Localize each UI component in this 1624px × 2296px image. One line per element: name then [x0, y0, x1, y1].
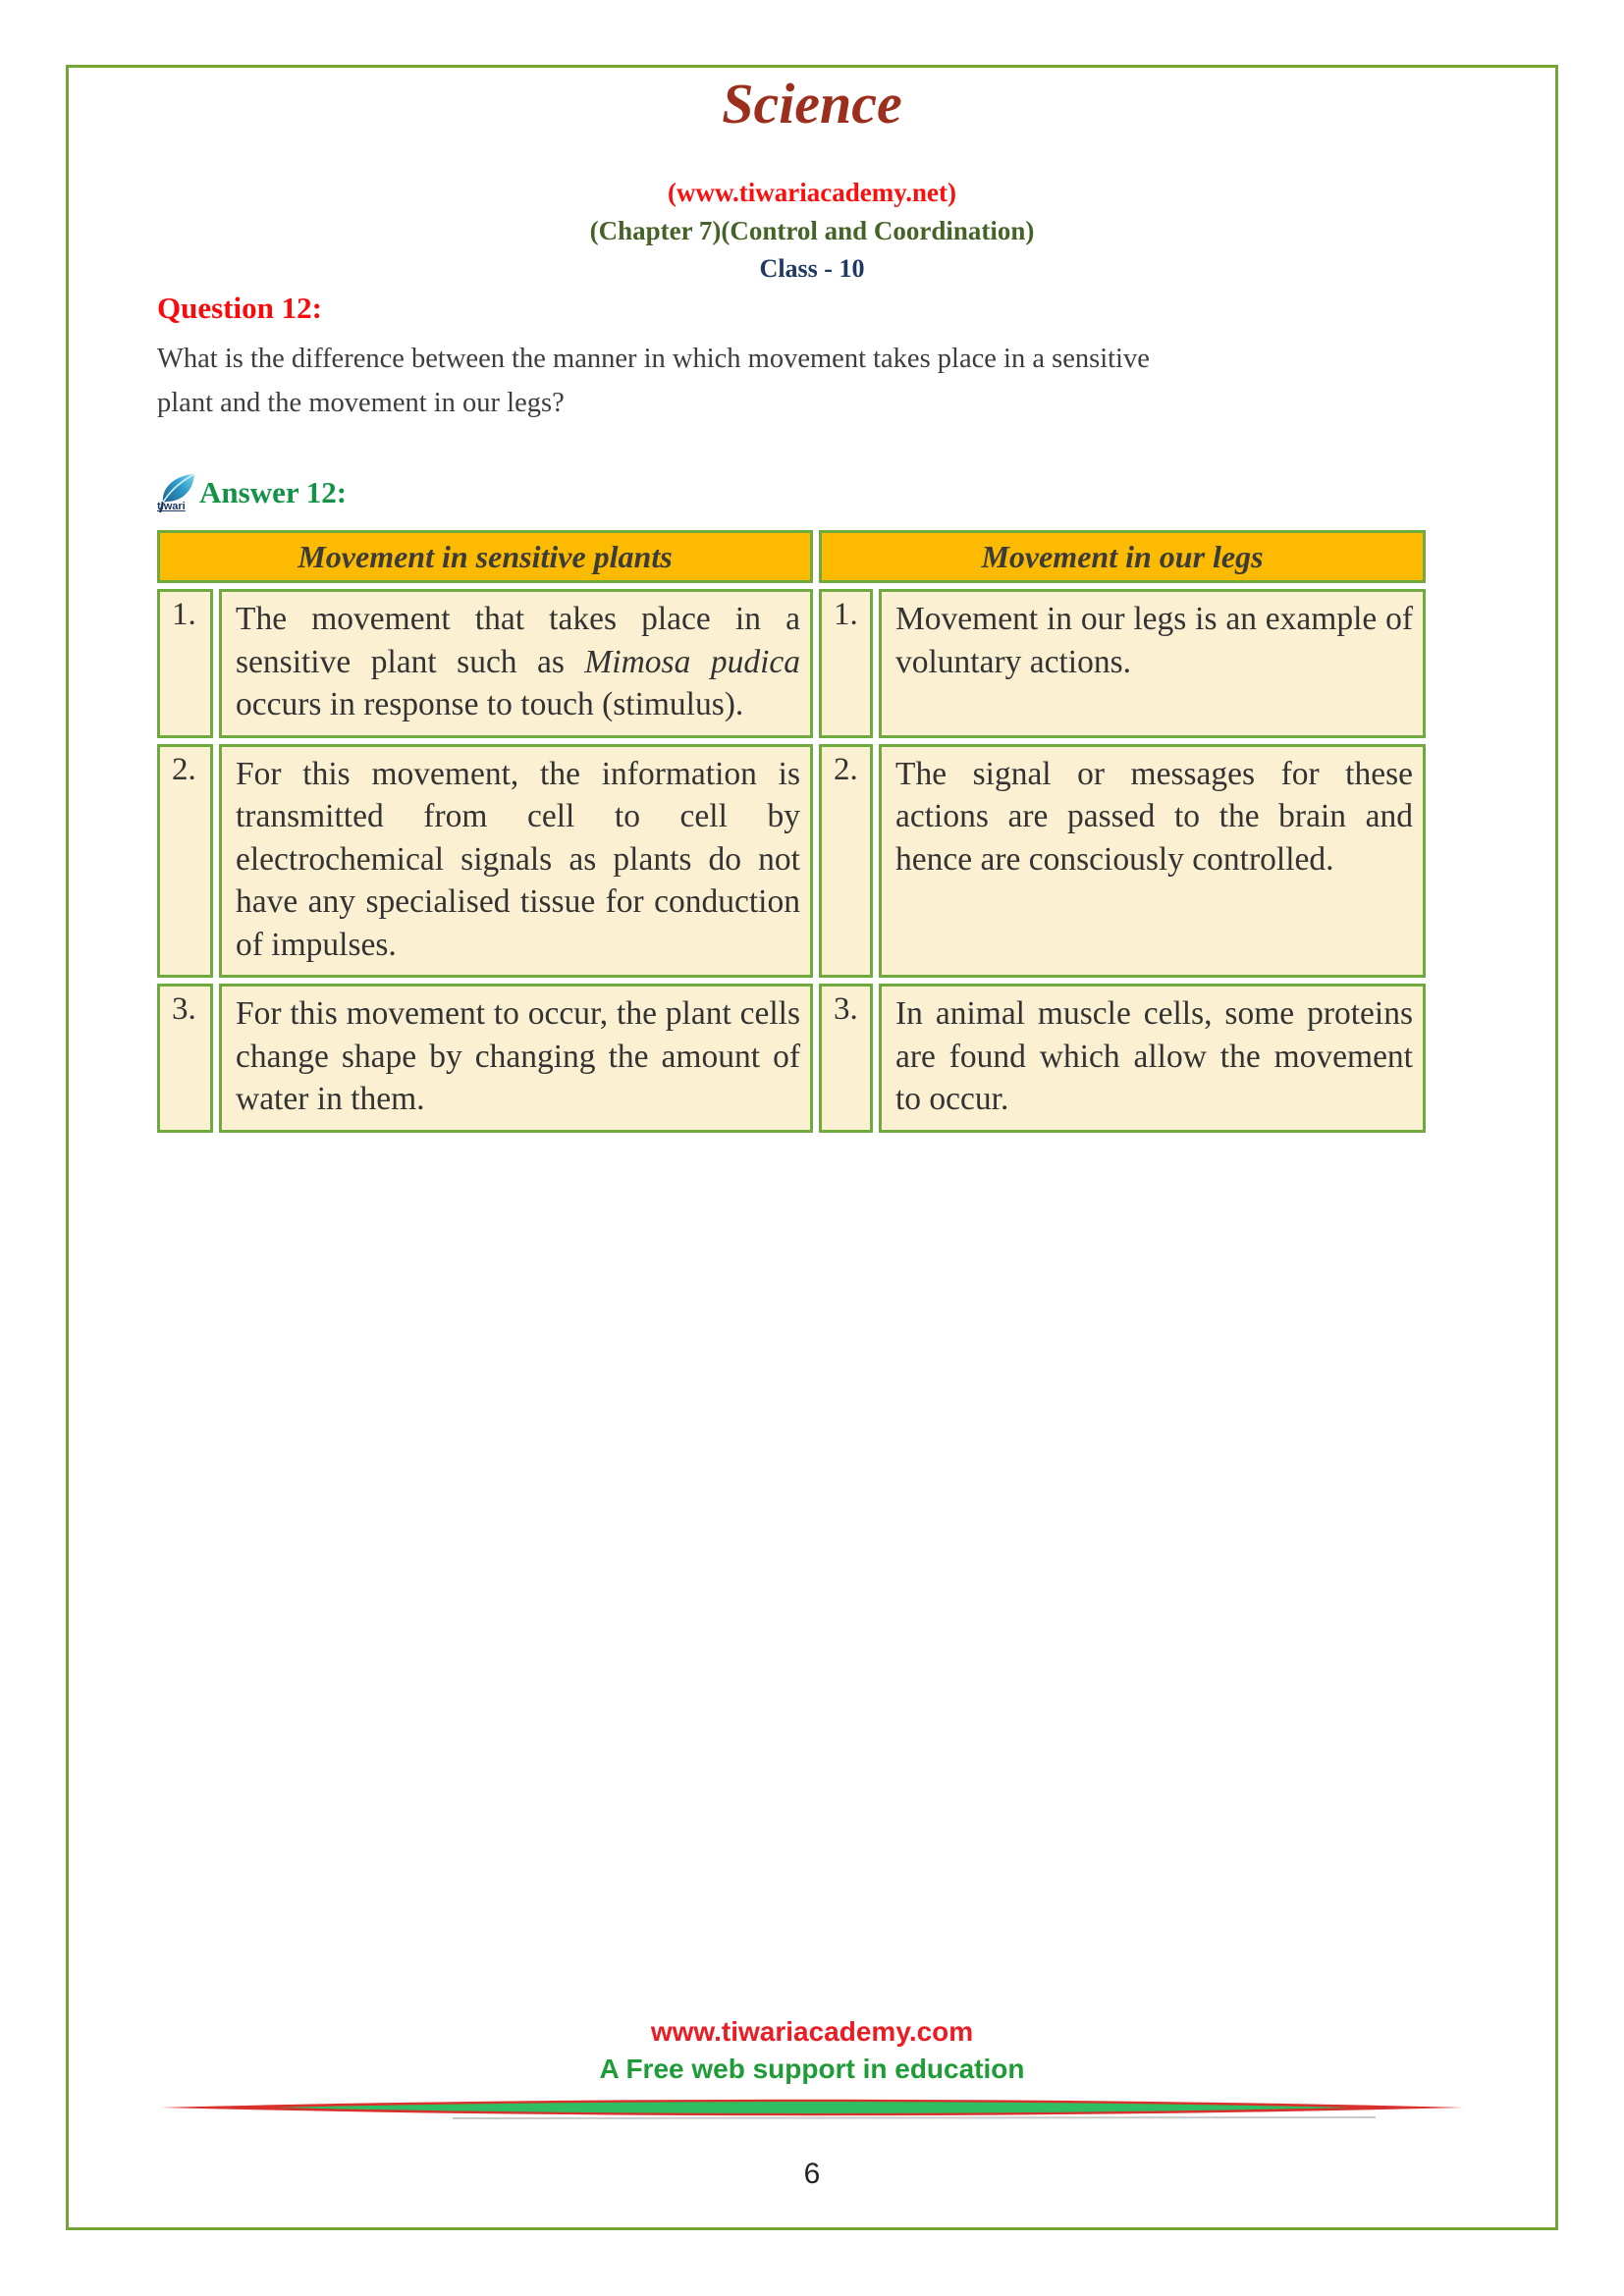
table-header-sensitive-plants: Movement in sensitive plants [157, 530, 813, 583]
comparison-table [157, 530, 1426, 1133]
question-text: What is the difference between the manner in which movement takes place in a sensitive plant and the movement in our legs? [157, 344, 1150, 418]
row1-right-number: 1. [819, 589, 873, 738]
chapter-line: (Chapter 7)(Control and Coordination) [589, 216, 1035, 245]
site-url-header: (www.tiwariacademy.net) [668, 178, 956, 207]
footer-site-url: www.tiwariacademy.com [650, 2016, 974, 2047]
question-label: Question 12: [157, 291, 322, 325]
row2-left-number: 2. [157, 744, 213, 979]
footer-tagline: A Free web support in education [599, 2054, 1025, 2084]
row1-right-text: Movement in our legs is an example of voluntary actions. [879, 589, 1426, 738]
row3-right-text: In animal muscle cells, some proteins are found which allow the movement to occur. [879, 984, 1426, 1133]
decorative-divider [0, 2095, 1624, 2129]
row1-left-text: The movement that takes place in a sensitive plant such as Mimosa pudica occurs in response to touch (stimulus). [219, 589, 813, 738]
table-header-our-legs: Movement in our legs [819, 530, 1426, 583]
row3-left-text: For this movement to occur, the plant cells change shape by changing the amount of water in them. [219, 984, 813, 1133]
row1-left-number: 1. [157, 589, 213, 738]
row3-left-number: 3. [157, 984, 213, 1133]
row3-right-number: 3. [819, 984, 873, 1133]
row2-left-text: For this movement, the information is transmitted from cell to cell by electrochemical signals as plants do not have any specialised tissue for conduction of impulses. [219, 744, 813, 979]
row2-right-number: 2. [819, 744, 873, 979]
tiwari-leaf-icon [154, 469, 201, 518]
answer-heading [154, 469, 347, 518]
row2-right-text: The signal or messages for these actions are passed to the brain and hence are consciously controlled. [879, 744, 1426, 979]
class-line: Class - 10 [759, 254, 865, 283]
tiwari-logo-text: tiwari [157, 501, 186, 512]
page-number: 6 [803, 2158, 821, 2190]
answer-label: Answer 12: [199, 475, 348, 509]
page-title: Science [722, 72, 902, 135]
